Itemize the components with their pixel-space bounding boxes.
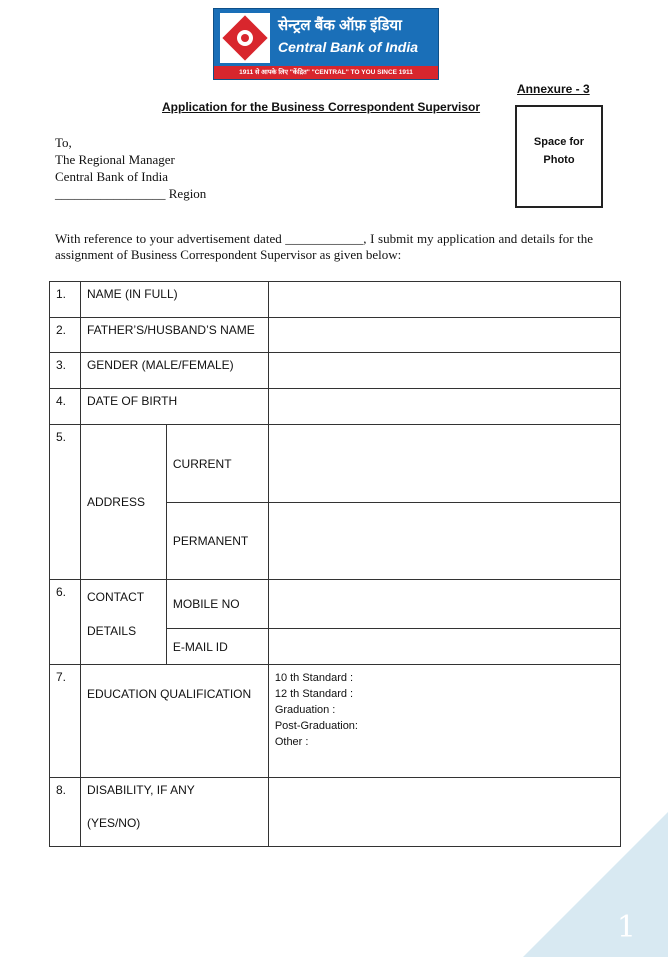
- table-row: [50, 389, 621, 425]
- education-item-other: Other :: [274, 736, 309, 748]
- label-name: NAME (IN FULL): [80, 282, 268, 318]
- annexure-label: Annexure - 3: [517, 82, 590, 96]
- education-item-graduation: Graduation :: [274, 704, 336, 716]
- photo-box-line2: Photo: [543, 154, 575, 166]
- education-item-12th: 12 th Standard :: [274, 688, 354, 700]
- table-row: [50, 282, 621, 318]
- photo-box-line1: Space for: [533, 136, 585, 148]
- address-bank: Central Bank of India: [55, 169, 168, 184]
- table-row: [50, 665, 621, 778]
- date-of-birth-field[interactable]: [268, 389, 620, 425]
- label-current-address: CURRENT: [166, 425, 268, 503]
- label-father-husband-name: FATHER’S/HUSBAND’S NAME: [80, 318, 268, 353]
- address-to: To,: [55, 135, 72, 150]
- label-education-qualification: EDUCATION QUALIFICATION: [80, 665, 268, 778]
- label-disability-line1: DISABILITY, IF ANY: [86, 783, 195, 797]
- label-contact-line1: CONTACT: [86, 590, 145, 604]
- table-row: [50, 353, 621, 389]
- label-disability: [80, 778, 268, 847]
- label-gender: GENDER (MALE/FEMALE): [80, 353, 268, 389]
- education-qualification-field[interactable]: [268, 665, 620, 778]
- bank-emblem-icon: [220, 13, 270, 63]
- label-address: ADDRESS: [80, 425, 166, 580]
- photo-box: [515, 105, 603, 208]
- logo-hindi-name: सेन्ट्रल बैंक ऑफ़ इंडिया: [278, 17, 402, 34]
- education-item-post-graduation: Post-Graduation:: [274, 720, 358, 732]
- gender-field[interactable]: [268, 353, 620, 389]
- row-number: 1.: [50, 282, 81, 318]
- row-number: 7.: [50, 665, 81, 778]
- logo-tagline: 1911 से आपके लिए "केंद्रित" "CENTRAL" TO YOU SINCE 1911: [214, 66, 438, 79]
- application-form-table: [49, 281, 621, 847]
- father-husband-name-field[interactable]: [268, 318, 620, 353]
- recipient-address: [55, 134, 206, 202]
- row-number: 3.: [50, 353, 81, 389]
- row-number: 8.: [50, 778, 81, 847]
- address-region: _________________ Region: [55, 186, 207, 201]
- form-title: Application for the Business Correspondent Supervisor: [162, 100, 481, 114]
- reference-paragraph: With reference to your advertisement dated ____________, I submit my application and details for the assignment of Business Correspondent Supervisor as given below:: [55, 231, 593, 262]
- table-row: [50, 318, 621, 353]
- table-row: [50, 580, 621, 629]
- address-recipient: The Regional Manager: [55, 152, 175, 167]
- education-item-10th: 10 th Standard :: [274, 672, 354, 684]
- row-number: 2.: [50, 318, 81, 353]
- label-email-id: E-MAIL ID: [166, 629, 268, 665]
- page-corner-decoration: [523, 812, 668, 957]
- mobile-no-field[interactable]: [268, 580, 620, 629]
- logo-english-name: Central Bank of India: [278, 39, 419, 55]
- label-contact-details: [80, 580, 166, 665]
- name-field[interactable]: [268, 282, 620, 318]
- row-number: 4.: [50, 389, 81, 425]
- label-permanent-address: PERMANENT: [166, 503, 268, 580]
- label-mobile-no: MOBILE NO: [166, 580, 268, 629]
- permanent-address-field[interactable]: [268, 503, 620, 580]
- label-date-of-birth: DATE OF BIRTH: [80, 389, 268, 425]
- row-number: 5.: [50, 425, 81, 580]
- label-contact-line2: DETAILS: [86, 624, 137, 638]
- current-address-field[interactable]: [268, 425, 620, 503]
- table-row: [50, 425, 621, 503]
- label-disability-line2: (YES/NO): [86, 816, 141, 830]
- page-number: 1: [616, 910, 636, 945]
- row-number: 6.: [50, 580, 81, 665]
- bank-logo: [213, 8, 439, 80]
- email-id-field[interactable]: [268, 629, 620, 665]
